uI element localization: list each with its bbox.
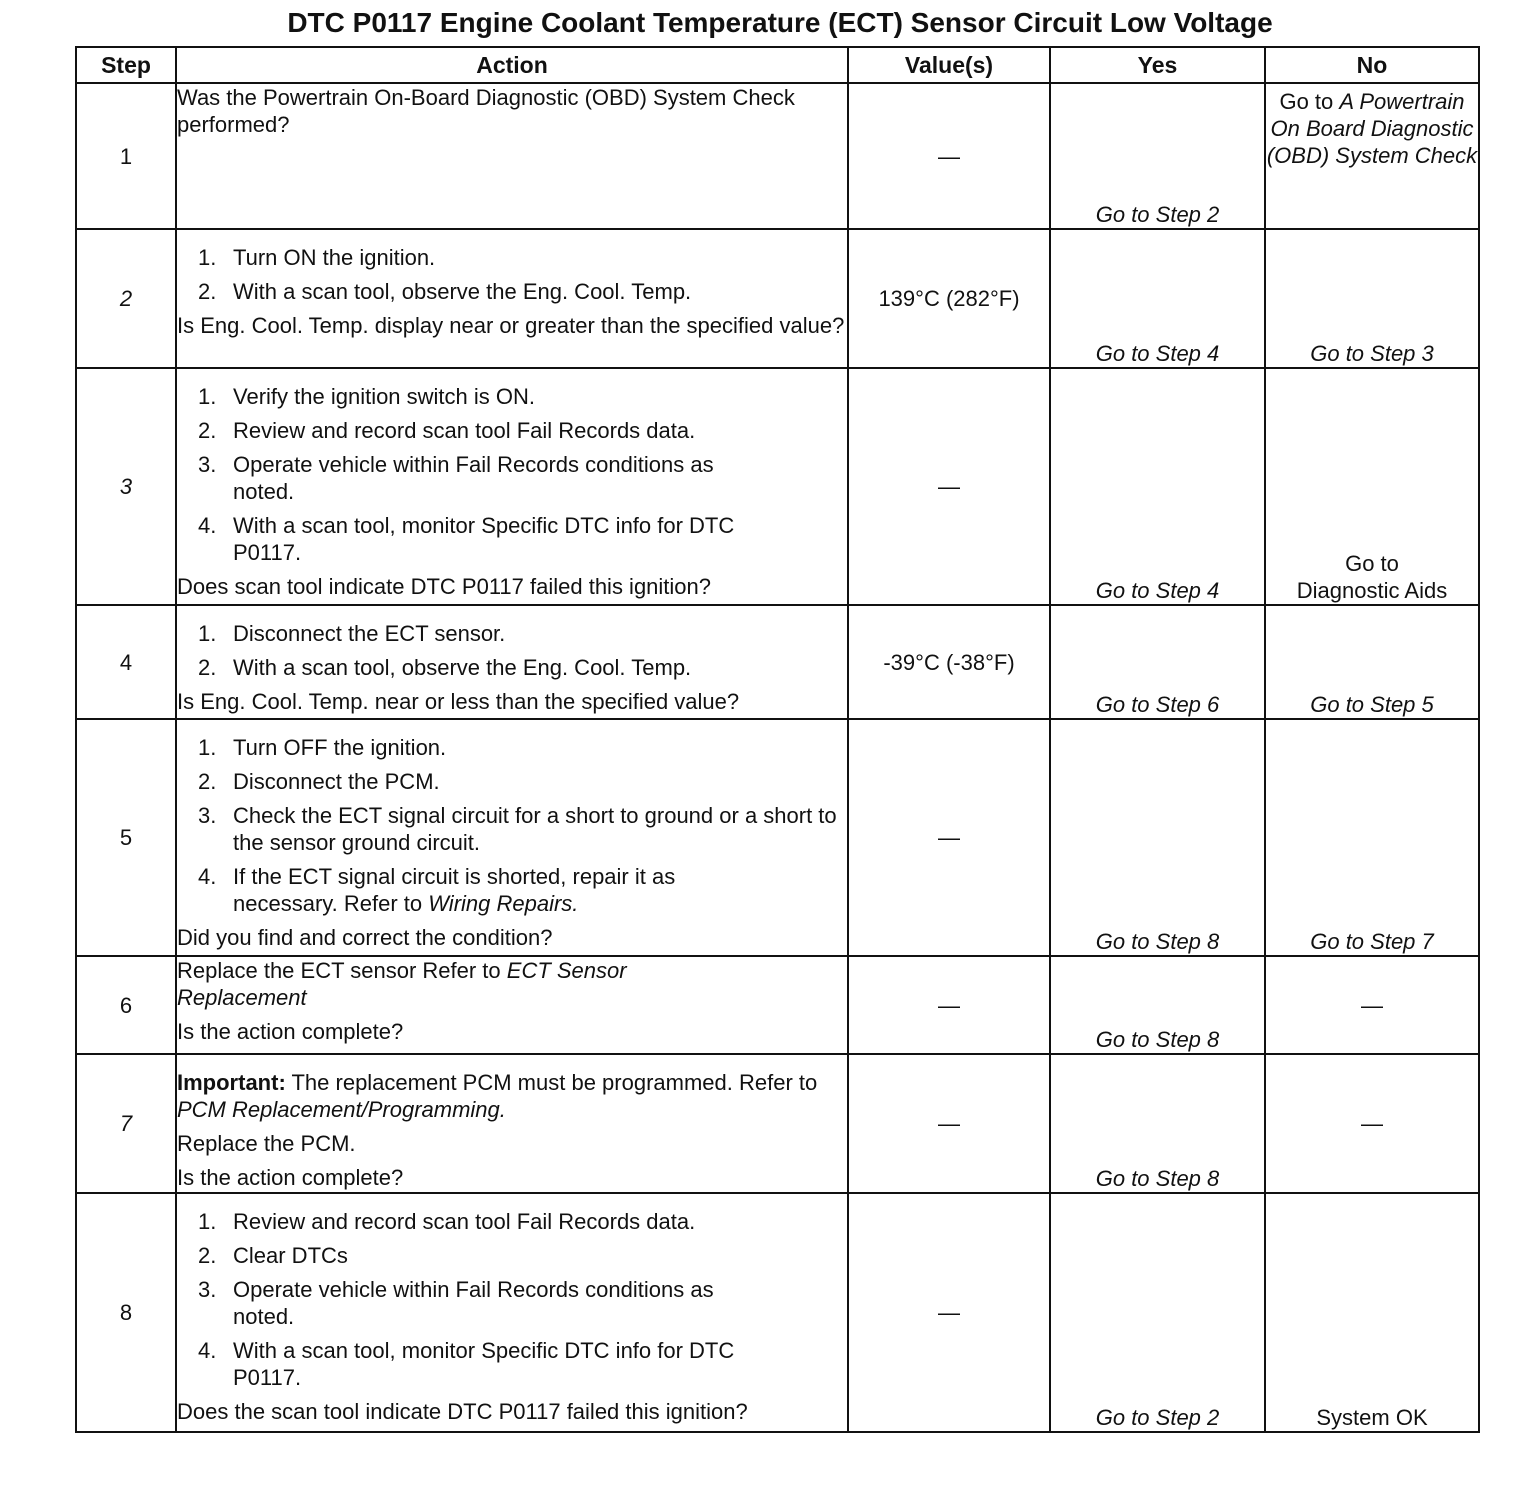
action-steps [177, 1208, 847, 1391]
list-item: 4. With a scan tool, monitor Specific DTC info for DTC P0117. [198, 1338, 735, 1390]
yes-cell: Go to Step 2 [1050, 83, 1265, 229]
value-cell: — [848, 368, 1050, 605]
list-item-text: With a scan tool, observe the Eng. Cool. Temp. [233, 279, 692, 304]
yes-cell: Go to Step 8 [1050, 1054, 1265, 1193]
action-steps [177, 383, 847, 566]
action-question: Is Eng. Cool. Temp. near or less than the specified value? [177, 689, 740, 714]
value-cell: — [848, 956, 1050, 1054]
table-row [76, 719, 1479, 956]
action-cell [176, 956, 848, 1054]
action-steps [177, 620, 847, 681]
no-cell: — [1265, 956, 1479, 1054]
action-text: Replace the PCM. [177, 1131, 356, 1156]
list-item-text: Review and record scan tool Fail Records data. [233, 418, 696, 443]
list-item: 2. With a scan tool, observe the Eng. Cool. Temp. [198, 279, 692, 304]
list-item: 1. Turn OFF the ignition. [198, 735, 447, 760]
list-item: 4. With a scan tool, monitor Specific DTC info for DTC P0117. [198, 513, 735, 565]
action-cell [176, 83, 848, 229]
yes-cell: Go to Step 4 [1050, 368, 1265, 605]
step-number: 5 [76, 719, 176, 956]
action-steps [177, 244, 847, 305]
yes-cell: Go to Step 2 [1050, 1193, 1265, 1432]
header-action: Action [176, 47, 848, 83]
action-question: Is Eng. Cool. Temp. display near or greater than the specified value? [177, 313, 845, 338]
list-item-text: Operate vehicle within Fail Records conditions as noted. [233, 1277, 714, 1329]
table-row [76, 1193, 1479, 1432]
yes-cell: Go to Step 4 [1050, 229, 1265, 368]
list-item: 1. Verify the ignition switch is ON. [198, 384, 536, 409]
action-question: Does scan tool indicate DTC P0117 failed this ignition? [177, 574, 712, 599]
yes-cell: Go to Step 8 [1050, 956, 1265, 1054]
list-item: 1. Review and record scan tool Fail Records data. [198, 1209, 696, 1234]
value-cell: -39°C (-38°F) [848, 605, 1050, 719]
header-row [76, 47, 1479, 83]
list-item-text: Turn ON the ignition. [233, 245, 436, 270]
action-cell [176, 1054, 848, 1193]
step-number: 3 [76, 368, 176, 605]
list-item: 2. Disconnect the PCM. [198, 769, 440, 794]
list-item-text: Disconnect the PCM. [233, 769, 440, 794]
no-link-text: A Powertrain On Board Diagnostic (OBD) System Check [1266, 89, 1478, 168]
step-number: 8 [76, 1193, 176, 1432]
table-row [76, 1054, 1479, 1193]
header-values: Value(s) [848, 47, 1050, 83]
important-text: The replacement PCM must be programmed. Refer to [285, 1070, 818, 1095]
action-question: Is the action complete? [177, 1019, 404, 1044]
list-item: 4. If the ECT signal circuit is shorted, repair it as necessary. Refer to Wiring Repairs. [198, 864, 676, 916]
value-cell: — [848, 83, 1050, 229]
list-item: 2. Clear DTCs [198, 1243, 348, 1268]
value-cell: 139°C (282°F) [848, 229, 1050, 368]
list-item-text: With a scan tool, observe the Eng. Cool. Temp. [233, 655, 692, 680]
list-item-text: With a scan tool, monitor Specific DTC info for DTC P0117. [233, 1338, 735, 1390]
list-item-text: Clear DTCs [233, 1243, 348, 1268]
no-line-2: Diagnostic Aids [1296, 578, 1448, 603]
header-yes: Yes [1050, 47, 1265, 83]
important-note [177, 1069, 847, 1123]
value-cell: — [848, 1054, 1050, 1193]
table-row [76, 368, 1479, 605]
table-row [76, 229, 1479, 368]
value-cell: — [848, 1193, 1050, 1432]
list-item-text: Disconnect the ECT sensor. [233, 621, 506, 646]
important-label: Important: [177, 1070, 286, 1095]
action-text [177, 957, 727, 1011]
no-line-1: Go to [1345, 551, 1399, 576]
no-cell [1265, 83, 1479, 229]
no-cell: Go to Step 3 [1265, 229, 1479, 368]
action-text: Was the Powertrain On-Board Diagnostic (OBD) System Check performed? [177, 85, 795, 137]
action-steps [177, 734, 847, 917]
list-item-text: If the ECT signal circuit is shorted, repair it as necessary. Refer to [233, 864, 676, 916]
list-item: 2. Review and record scan tool Fail Records data. [198, 418, 696, 443]
action-link-text: ECT Sensor Replacement [177, 958, 627, 1010]
header-no: No [1265, 47, 1479, 83]
action-text-plain: Replace the ECT sensor Refer to [177, 958, 507, 983]
action-cell [176, 368, 848, 605]
important-link-text: PCM Replacement/Programming. [177, 1097, 506, 1122]
no-cell: — [1265, 1054, 1479, 1193]
action-question: Is the action complete? [177, 1165, 404, 1190]
step-number: 4 [76, 605, 176, 719]
list-item-text: Check the ECT signal circuit for a short to ground or a short to the sensor ground circuit. [233, 803, 837, 855]
no-cell: Go to Step 7 [1265, 719, 1479, 956]
list-item-text: Review and record scan tool Fail Records data. [233, 1209, 696, 1234]
list-item-text: Operate vehicle within Fail Records conditions as noted. [233, 452, 714, 504]
list-item-text: Verify the ignition switch is ON. [233, 384, 536, 409]
list-item-link-text: Wiring Repairs. [428, 891, 579, 916]
table-row [76, 605, 1479, 719]
table-row [76, 83, 1479, 229]
list-item: 1. Turn ON the ignition. [198, 245, 436, 270]
dtc-diagnostic-table [75, 46, 1480, 1433]
list-item: 2. With a scan tool, observe the Eng. Cool. Temp. [198, 655, 692, 680]
step-number: 2 [76, 229, 176, 368]
yes-cell: Go to Step 8 [1050, 719, 1265, 956]
list-item: 3. Operate vehicle within Fail Records conditions as noted. [198, 1277, 714, 1329]
list-item: 3. Operate vehicle within Fail Records conditions as noted. [198, 452, 714, 504]
step-number: 7 [76, 1054, 176, 1193]
no-cell: Go to Step 5 [1265, 605, 1479, 719]
yes-cell: Go to Step 6 [1050, 605, 1265, 719]
action-cell [176, 229, 848, 368]
header-step: Step [76, 47, 176, 83]
action-question: Did you find and correct the condition? [177, 925, 553, 950]
action-cell [176, 605, 848, 719]
no-prefix: Go to [1279, 89, 1340, 114]
list-item: 1. Disconnect the ECT sensor. [198, 621, 506, 646]
action-cell [176, 1193, 848, 1432]
step-number: 6 [76, 956, 176, 1054]
list-item: 3. Check the ECT signal circuit for a short to ground or a short to the sensor ground circuit. [198, 803, 837, 855]
list-item-text: With a scan tool, monitor Specific DTC info for DTC P0117. [233, 513, 735, 565]
value-cell: — [848, 719, 1050, 956]
step-number: 1 [76, 83, 176, 229]
action-question: Does the scan tool indicate DTC P0117 failed this ignition? [177, 1399, 748, 1424]
no-cell: System OK [1265, 1193, 1479, 1432]
action-cell [176, 719, 848, 956]
table-row [76, 956, 1479, 1054]
no-cell [1265, 368, 1479, 605]
document-title: DTC P0117 Engine Coolant Temperature (ECT) Sensor Circuit Low Voltage [287, 7, 1273, 38]
list-item-text: Turn OFF the ignition. [233, 735, 447, 760]
